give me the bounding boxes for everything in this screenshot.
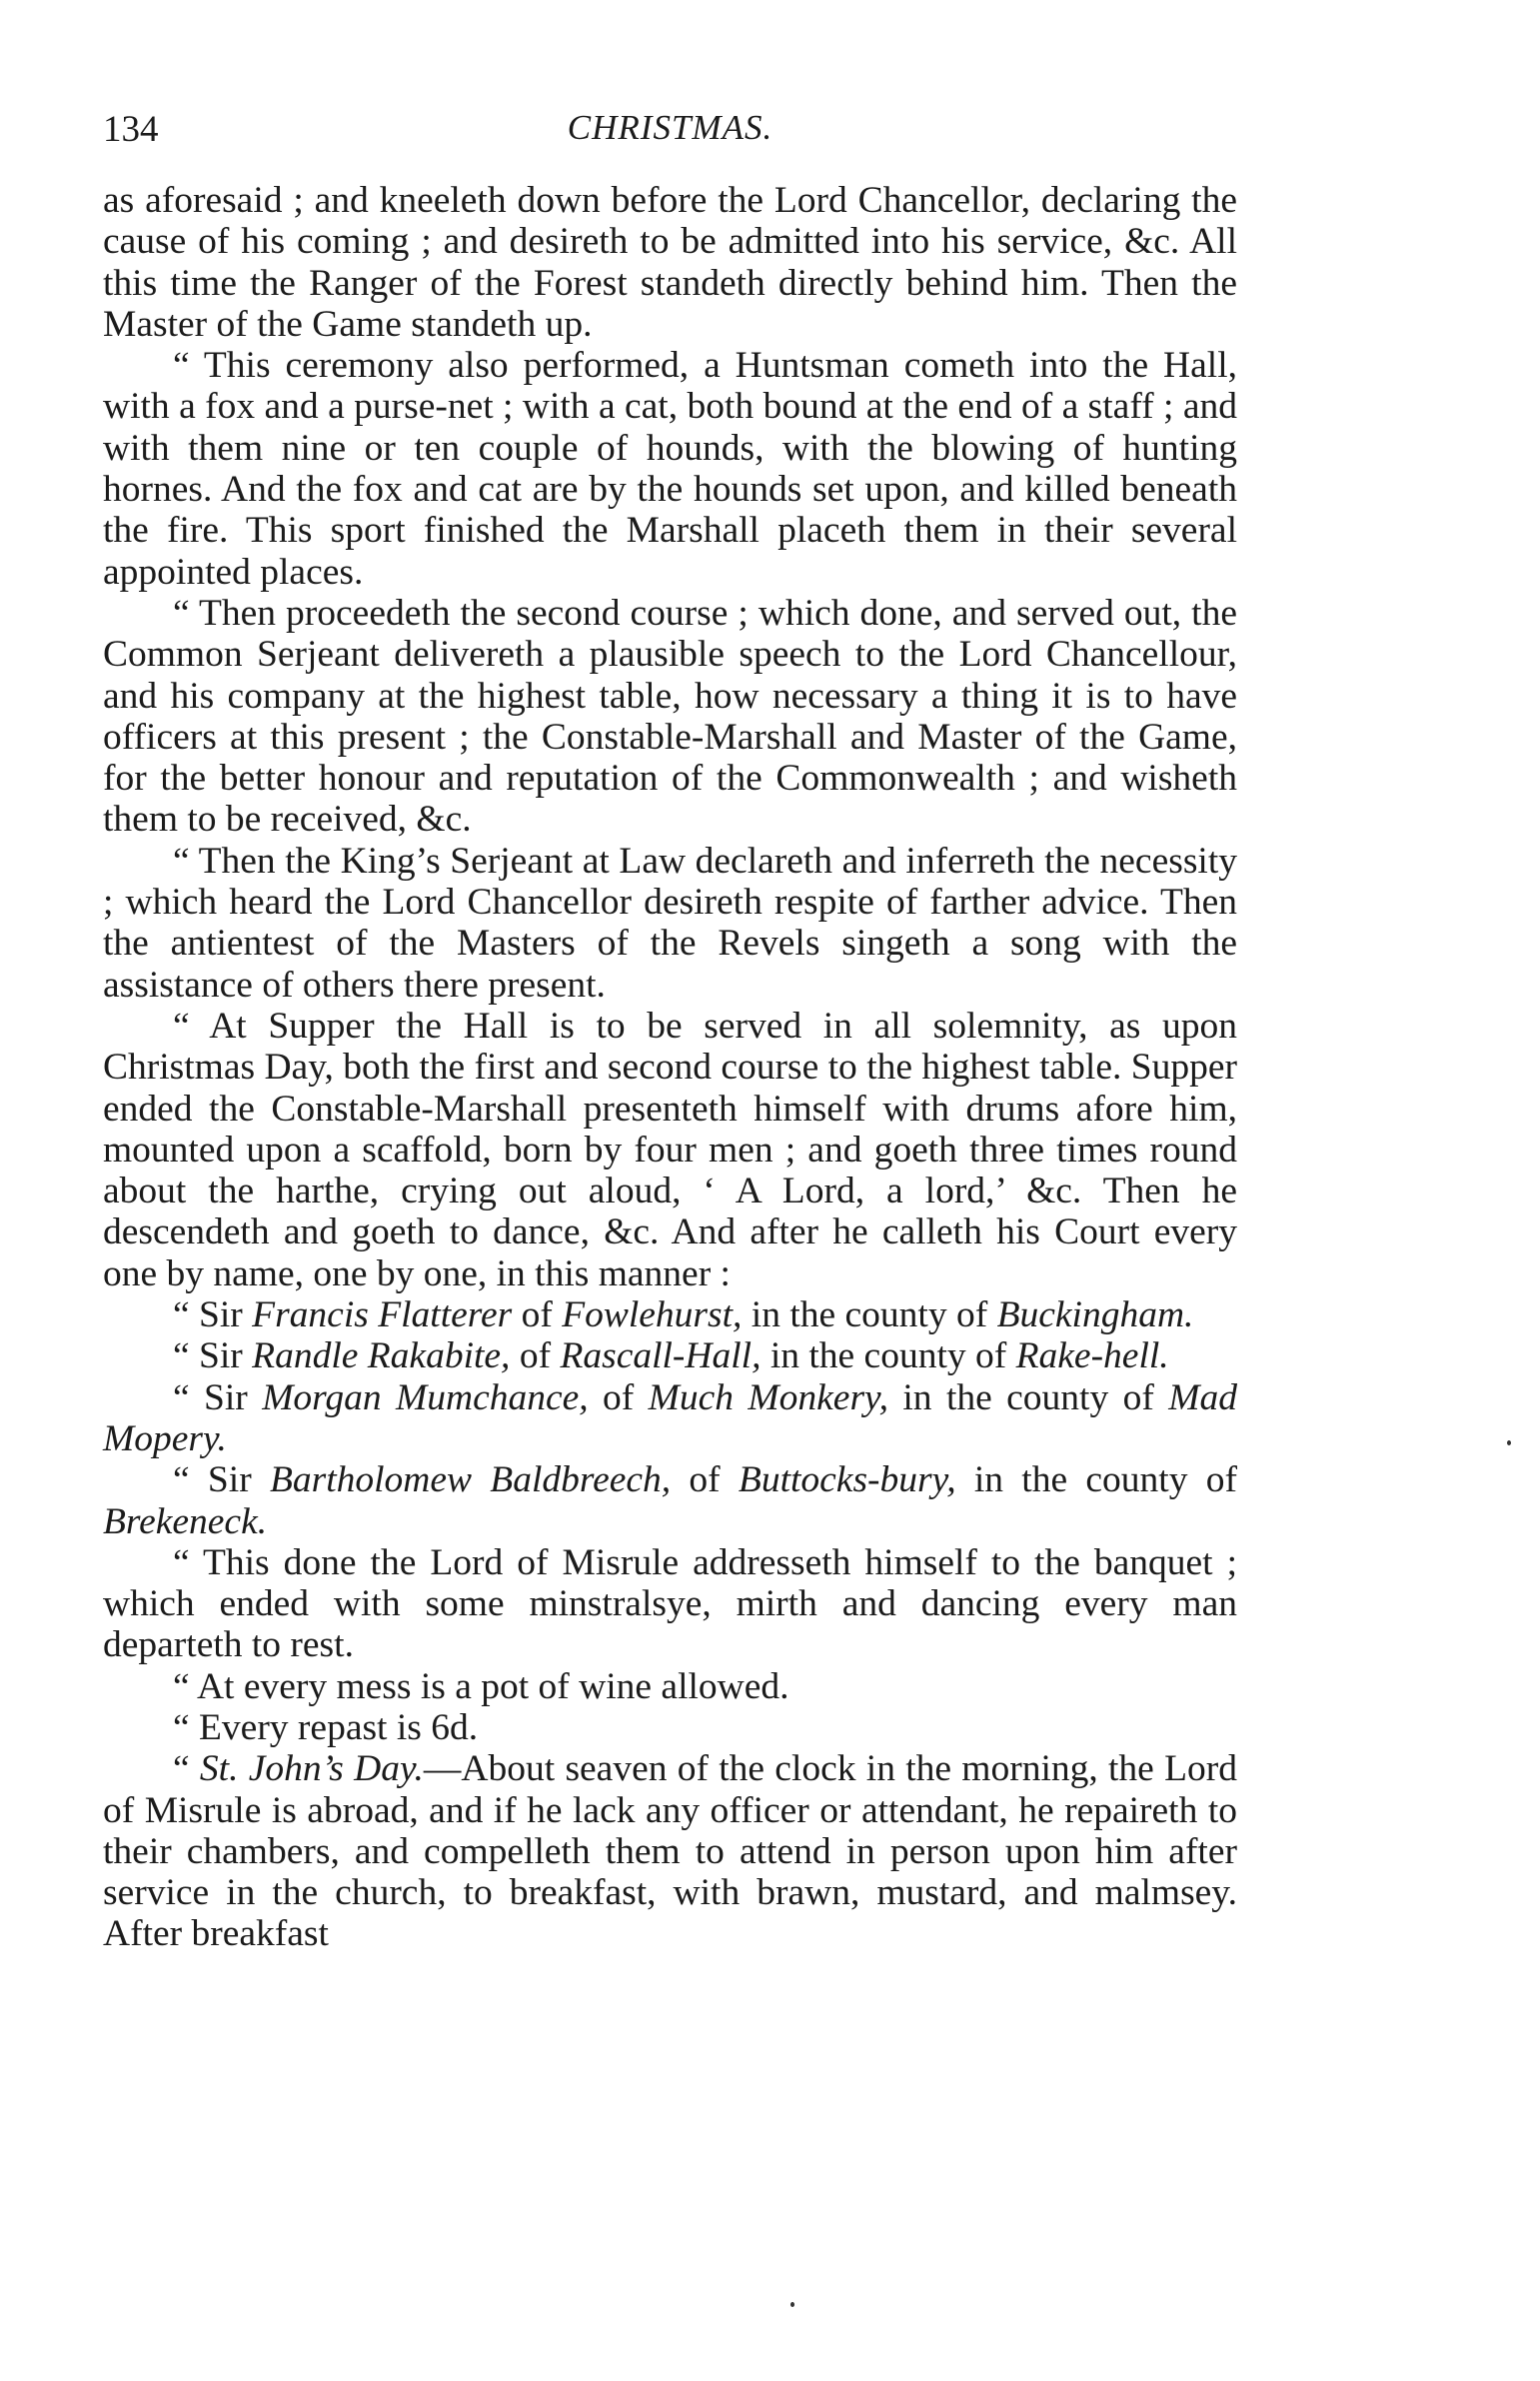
text-run: as aforesaid ; and kneeleth down before the Lord Chancellor, declaring the cause of his coming ; and desireth to be admitted into his service, &c. All this time the Ranger of the Forest standeth directly behind him. Then the Master of the Game standeth up. — [103, 180, 1237, 345]
italic-text: Rascall-Hall, — [560, 1335, 762, 1377]
text-run: “ — [173, 1748, 200, 1790]
page-header — [103, 108, 1237, 158]
italic-text: Buckingham. — [996, 1294, 1194, 1336]
text-run: in the county of — [955, 1459, 1237, 1501]
text-run: “ Then proceedeth the second course ; which done, and served out, the Common Serjeant delivereth a plausible speech to the Lord Chancellour, and his company at the highest table, how necessary a thing it is to have officers at this present ; the Constable-Marshall and Master of the Game, for the better honour and reputation of the Commonwealth ; and wisheth them to be received, &c. — [103, 592, 1237, 841]
paragraph — [103, 1377, 1237, 1460]
text-run: —About seaven of the clock in the morning, the Lord of Misrule is abroad, and if he lack any officer or attendant, he repaireth to their chambers, and compelleth them to attend in person upon him after service in the church, to breakfast, with brawn, mustard, and malmsey. After breakfast — [103, 1748, 1237, 1955]
paragraph — [103, 180, 1237, 345]
paragraph — [103, 1542, 1237, 1666]
text-run: “ This ceremony also performed, a Huntsman cometh into the Hall, with a fox and a purse-net ; with a cat, both bound at the end of a staff ; and with them nine or ten couple of hounds, with the blowing of hunting hornes. And the fox and cat are by the hounds set upon, and killed beneath the fire. This sport finished the Marshall placeth them in their several appointed places. — [103, 345, 1237, 593]
text-run: “ Sir — [173, 1459, 270, 1501]
page-number: 134 — [103, 109, 159, 150]
ink-speck — [790, 2302, 794, 2307]
text-run: “ Then the King’s Serjeant at Law declareth and inferreth the necessity ; which heard the Lord Chancellor desireth respite of farther advice. Then the antientest of the Masters of the Revels singeth a song with the assistance of others there present. — [103, 840, 1237, 1006]
text-run: “ Every repast is 6d. — [173, 1706, 479, 1748]
paragraph — [103, 1666, 1237, 1707]
text-run: “ Sir — [173, 1294, 253, 1336]
paragraph — [103, 1294, 1237, 1335]
text-run: “ Sir — [173, 1335, 253, 1377]
text-run: of — [671, 1459, 739, 1501]
paragraph — [103, 1459, 1237, 1542]
italic-text: Buttocks-bury, — [738, 1459, 956, 1501]
italic-text: Much Monkery, — [648, 1376, 888, 1418]
italic-text: Francis Flatterer — [252, 1294, 513, 1336]
text-run: “ At Supper the Hall is to be served in all solemnity, as upon Christmas Day, both the first and second course to the highest table. Supper ended the Constable-Marshall presenteth himself with drums afore him, mounted upon a scaffold, born by four men ; and goeth three times round about the harthe, crying out aloud, ‘ A Lord, a lord,’ &c. Then he descendeth and goeth to dance, &c. And after he calleth his Court every one by name, one by one, in this manner : — [103, 1005, 1237, 1294]
text-run: “ At every mess is a pot of wine allowed. — [173, 1665, 789, 1707]
text-run: of — [510, 1335, 561, 1377]
paragraph — [103, 1006, 1237, 1294]
italic-text: St. John’s Day. — [199, 1748, 424, 1790]
paragraph — [103, 841, 1237, 1006]
text-run: in the county of — [888, 1376, 1169, 1418]
italic-text: Fowlehurst, — [562, 1294, 743, 1336]
italic-text: Bartholomew Baldbreech, — [269, 1459, 672, 1501]
ink-speck — [1507, 1440, 1511, 1445]
text-run: in the county of — [761, 1335, 1016, 1377]
italic-text: Morgan Mumchance, — [262, 1376, 589, 1418]
paragraph — [103, 345, 1237, 593]
text-run: “ This done the Lord of Misrule addresseth himself to the banquet ; which ended with some minstralsye, mirth and dancing every man departeth to rest. — [103, 1541, 1237, 1666]
italic-text: Mad Mopery. — [103, 1376, 1237, 1459]
paragraph — [103, 1707, 1237, 1748]
text-run: of — [512, 1294, 563, 1336]
text-run: of — [588, 1376, 649, 1418]
italic-text: Brekeneck. — [103, 1500, 268, 1542]
text-run: “ Sir — [173, 1376, 263, 1418]
paragraph — [103, 593, 1237, 841]
body-text — [103, 180, 1237, 1955]
running-title: CHRISTMAS. — [567, 108, 773, 147]
italic-text: Randle Rakabite, — [252, 1335, 511, 1377]
paragraph — [103, 1748, 1237, 1954]
text-run: in the county of — [742, 1294, 997, 1336]
paragraph — [103, 1335, 1237, 1376]
italic-text: Rake-hell. — [1015, 1335, 1169, 1377]
